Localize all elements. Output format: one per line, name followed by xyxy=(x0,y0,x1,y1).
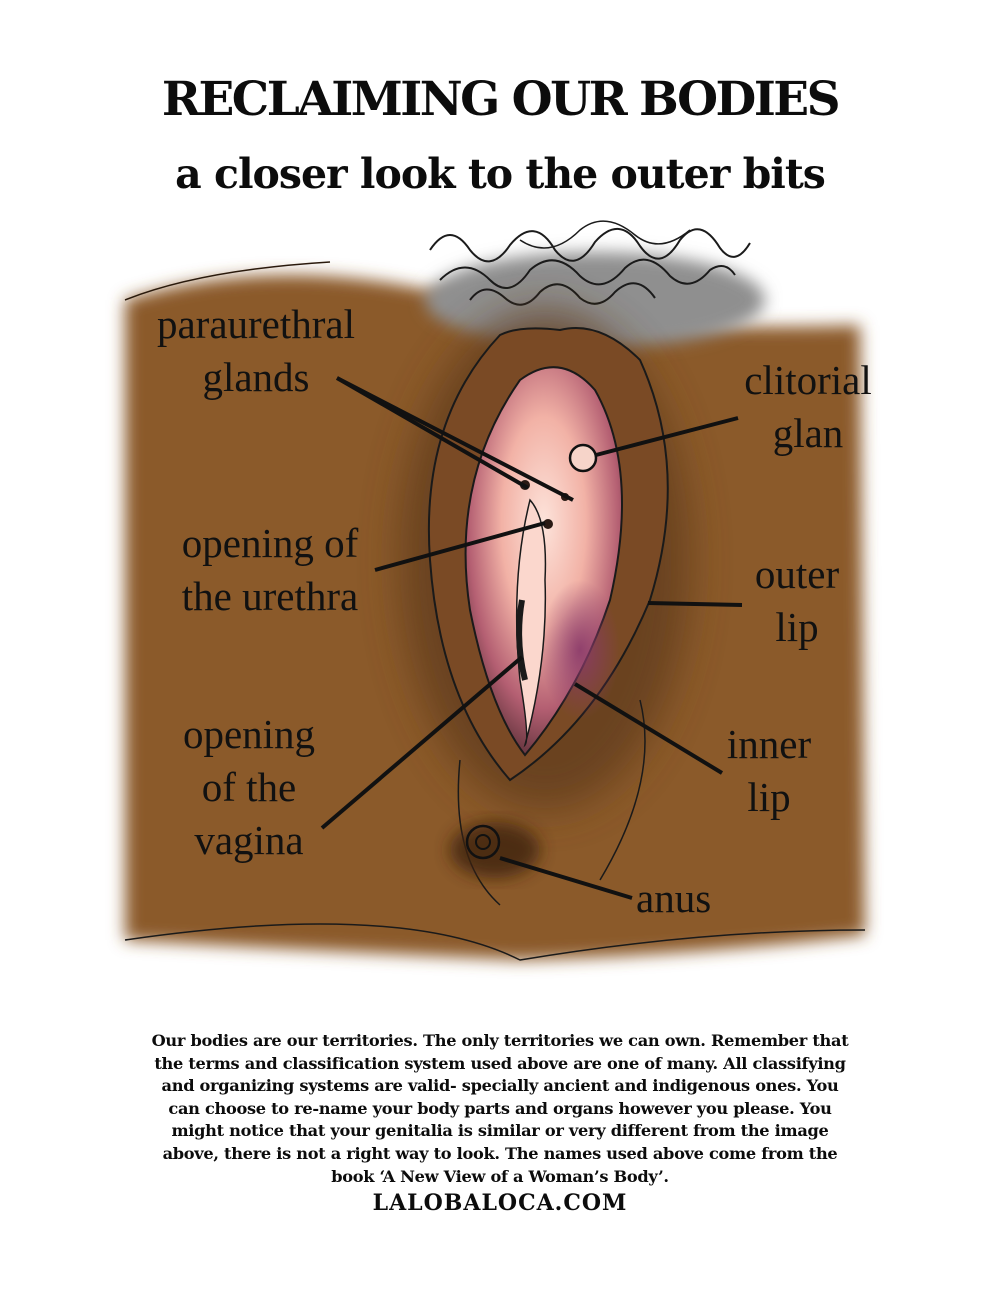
website-link[interactable]: LALOBALOCA.COM xyxy=(372,1190,628,1216)
label-opening-of-urethra: opening of the urethra xyxy=(181,520,359,619)
clitoral-glans xyxy=(570,445,596,471)
page-title: RECLAIMING OUR BODIES xyxy=(161,72,839,127)
label-anus: anus xyxy=(636,875,712,921)
inner-lip-purple xyxy=(540,580,620,720)
page-subtitle: a closer look to the outer bits xyxy=(175,150,825,198)
label-clitorial-glan: clitorial glan xyxy=(744,357,872,456)
label-opening-of-vagina: opening of the vagina xyxy=(182,711,316,863)
label-inner-lip: inner lip xyxy=(726,721,812,820)
caption-paragraph: Our bodies are our territories. The only territories we can own. Remember that the terms and classification system used above are one of many. All classifying and organizing systems are valid- specially ancient and indigenous ones. You can choose to re-name your body parts and organs however you please. You might notice that your genitalia is similar or very different from the image above, there is not a right way to look. The names used above come from the book ‘A New View of a Woman’s Body’. xyxy=(151,1031,849,1186)
label-paraurethral-glands: paraurethral glands xyxy=(156,301,356,400)
pointer-outer-lip xyxy=(648,603,742,605)
anus-illustration xyxy=(450,822,540,878)
label-outer-lip: outer lip xyxy=(754,551,840,650)
